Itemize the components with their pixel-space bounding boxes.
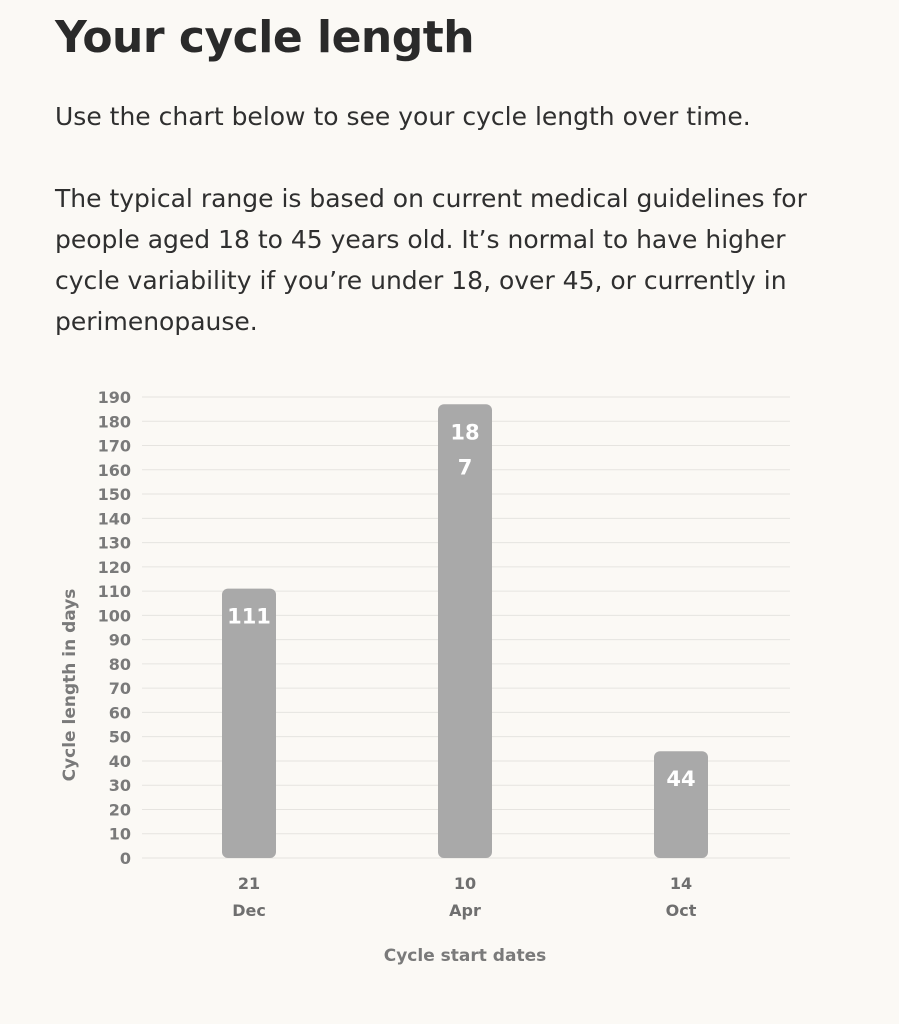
bar-value-label: 44	[666, 767, 696, 792]
y-axis-label: Cycle length in days	[60, 588, 80, 782]
y-tick-label: 100	[97, 606, 131, 626]
y-tick-label: 180	[97, 412, 131, 432]
x-tick-month: Dec	[232, 901, 266, 920]
y-tick-label: 60	[108, 703, 131, 723]
y-tick-label: 190	[97, 388, 131, 407]
y-tick-label: 150	[97, 485, 131, 505]
x-tick-month: Apr	[449, 901, 481, 920]
bar	[222, 589, 276, 858]
y-tick-label: 20	[108, 800, 131, 820]
y-tick-label: 80	[108, 654, 131, 674]
y-tick-label: 120	[97, 557, 131, 577]
y-tick-label: 30	[108, 776, 131, 796]
y-tick-label: 160	[97, 460, 131, 480]
bar-value-label: 111	[227, 604, 271, 629]
y-tick-label: 130	[97, 533, 131, 553]
y-tick-label: 70	[108, 679, 131, 699]
y-axis-ticks	[98, 388, 131, 868]
y-tick-label: 0	[119, 849, 131, 868]
x-axis-label: Cycle start dates	[383, 946, 547, 966]
y-tick-label: 40	[108, 751, 131, 771]
y-tick-label: 10	[108, 824, 131, 844]
page-title: Your cycle length	[55, 12, 475, 63]
bar-value-label: 7	[457, 455, 473, 480]
cycle-length-chart	[0, 370, 899, 980]
description-text: The typical range is based on current medical guidelines for people aged 18 to 45 years old. It’s normal to have higher cycle variability if you’re under 18, over 45, or currently in perimenopause.	[55, 184, 807, 336]
y-tick-label: 170	[97, 436, 131, 456]
x-tick-day: 10	[453, 874, 477, 893]
y-tick-label: 50	[108, 727, 131, 747]
bar-value-label: 18	[450, 420, 480, 445]
y-tick-label: 90	[108, 630, 131, 650]
y-tick-label: 110	[97, 582, 131, 602]
x-tick-day: 14	[669, 874, 693, 893]
x-tick-month: Oct	[665, 901, 697, 920]
x-tick-day: 21	[237, 874, 261, 893]
x-axis-ticks	[232, 874, 697, 920]
intro-text: Use the chart below to see your cycle length over time.	[55, 102, 751, 131]
y-tick-label: 140	[97, 509, 131, 529]
